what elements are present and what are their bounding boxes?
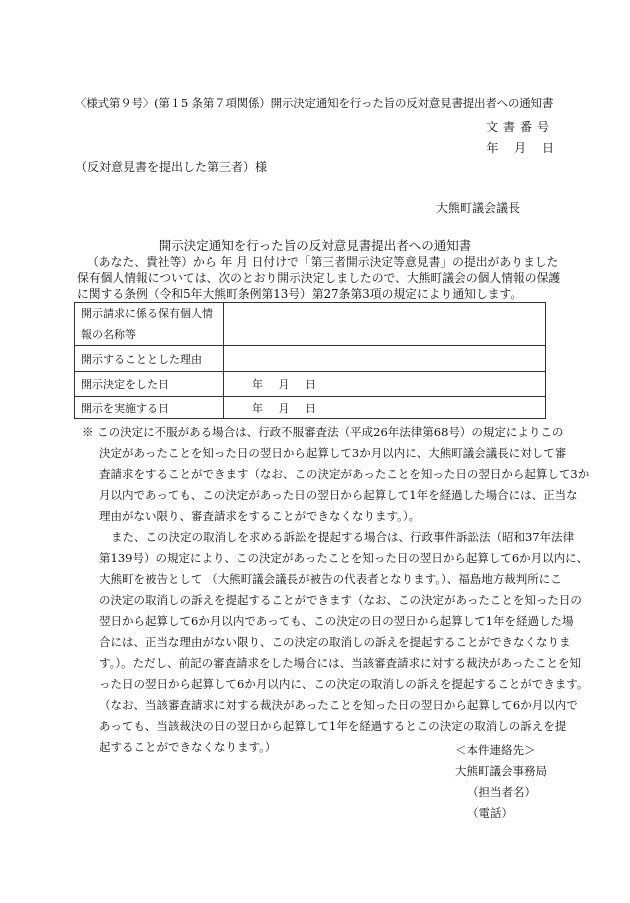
table-row	[75, 303, 546, 346]
table-value: 年 月 日	[224, 397, 546, 419]
contact-office: 大熊町議会事務局	[455, 764, 547, 778]
table-label-line: 報の名称等	[81, 328, 136, 341]
document-number: 文書番号	[485, 120, 554, 134]
note-line: 翌日から起算して6か月以内であっても、この決定の日の翌日から起算して1年を経過した場	[99, 614, 574, 628]
note-line: 大熊町を被告として （大熊町議会議長が被告の代表者となります。）、福島地方裁判所にこ	[99, 572, 562, 586]
note-line: また、この決定の取消しを求める訴訟を提起する場合は、行政事件訴訟法（昭和37年法律	[111, 530, 575, 544]
note-line: 理由がない限り、審査請求をすることができなくなります。）。	[99, 509, 421, 523]
note-line: 月以内であっても、この決定があった日の翌日から起算して1年を経過した場合には、正当な	[99, 488, 578, 502]
disclosure-info-table	[74, 302, 546, 419]
table-value	[224, 303, 546, 346]
note-line: 起することができなくなります。）	[99, 740, 277, 754]
table-label-line: 開示請求に係る保有個人情	[81, 307, 213, 320]
note-line: の決定の取消しの訴えを提起することができます（なお、この決定があったことを知った日の	[99, 593, 582, 607]
notice-title: 開示決定通知を行った旨の反対意見書提出者への通知書	[158, 238, 472, 253]
form-label: 〈様式第９号〉(第１5 条第７項関係）開示決定通知を行った旨の反対意見書提出者への通知書	[75, 96, 554, 110]
note-line: す。）。ただし、前記の審査請求をした場合には、当該審査請求に対する裁決があったことを知	[99, 656, 581, 670]
note-line: 合には、正当な理由がない限り、この決定の取消しの訴えを提起することができなくなりま	[99, 635, 571, 649]
contact-person: （担当者名）	[467, 785, 536, 799]
table-value	[224, 346, 546, 372]
contact-heading: ＜本件連絡先＞	[455, 743, 536, 757]
table-label: 開示決定をした日	[75, 372, 224, 397]
note-line: あっても、当該裁決の日の翌日から起算して1年を経過するとこの決定の取消しの訴えを提	[99, 719, 567, 733]
table-value: 年 月 日	[224, 372, 546, 397]
addressee: （反対意見書を提出した第三者）様	[75, 160, 268, 174]
intro-line: に関する条例（令和5年大熊町条例第13号）第27条第3項の規定により通知します。	[77, 287, 523, 301]
contact-phone: （電話）	[467, 806, 513, 820]
table-label	[75, 303, 224, 346]
table-label: 開示することとした理由	[75, 346, 224, 372]
table-row	[75, 372, 546, 397]
document-date: 年 月 日	[486, 141, 554, 155]
intro-paragraph	[77, 254, 560, 302]
sender: 大熊町議会議長	[435, 201, 520, 215]
note-line: ※ この決定に不服がある場合は、行政不服審査法（平成26年法律第68号）の規定によりこの	[82, 425, 564, 439]
note-line: （なお、当該審査請求に対する裁決があったことを知った日の翌日から起算して6か月以内で	[99, 698, 578, 712]
intro-line: 保有個人情報については、次のとおり開示決定しましたので、大熊町議会の個人情報の保護	[77, 271, 561, 285]
note-line: 決定があったことを知った日の翌日から起算して3か月以内に、大熊町議会議長に対して審	[99, 446, 567, 460]
table-label: 開示を実施する日	[75, 397, 224, 419]
note-line: った日の翌日から起算して6か月以内に、この決定の取消しの訴えを提起することができます。	[99, 677, 589, 691]
note-line: 第139号）の規定により、この決定があったことを知った日の翌日から起算して6か月以内に、	[99, 551, 589, 565]
table-row	[75, 397, 546, 419]
table-row	[75, 346, 546, 372]
intro-line: （あなた、貴社等）から 年 月 日付けで「第三者開示決定等意見書」の提出がありました	[87, 255, 559, 269]
appeal-notes	[82, 422, 589, 758]
contact-block	[455, 740, 547, 824]
note-line: 査請求をすることができます（なお、この決定があったことを知った日の翌日から起算して3か	[99, 467, 590, 481]
